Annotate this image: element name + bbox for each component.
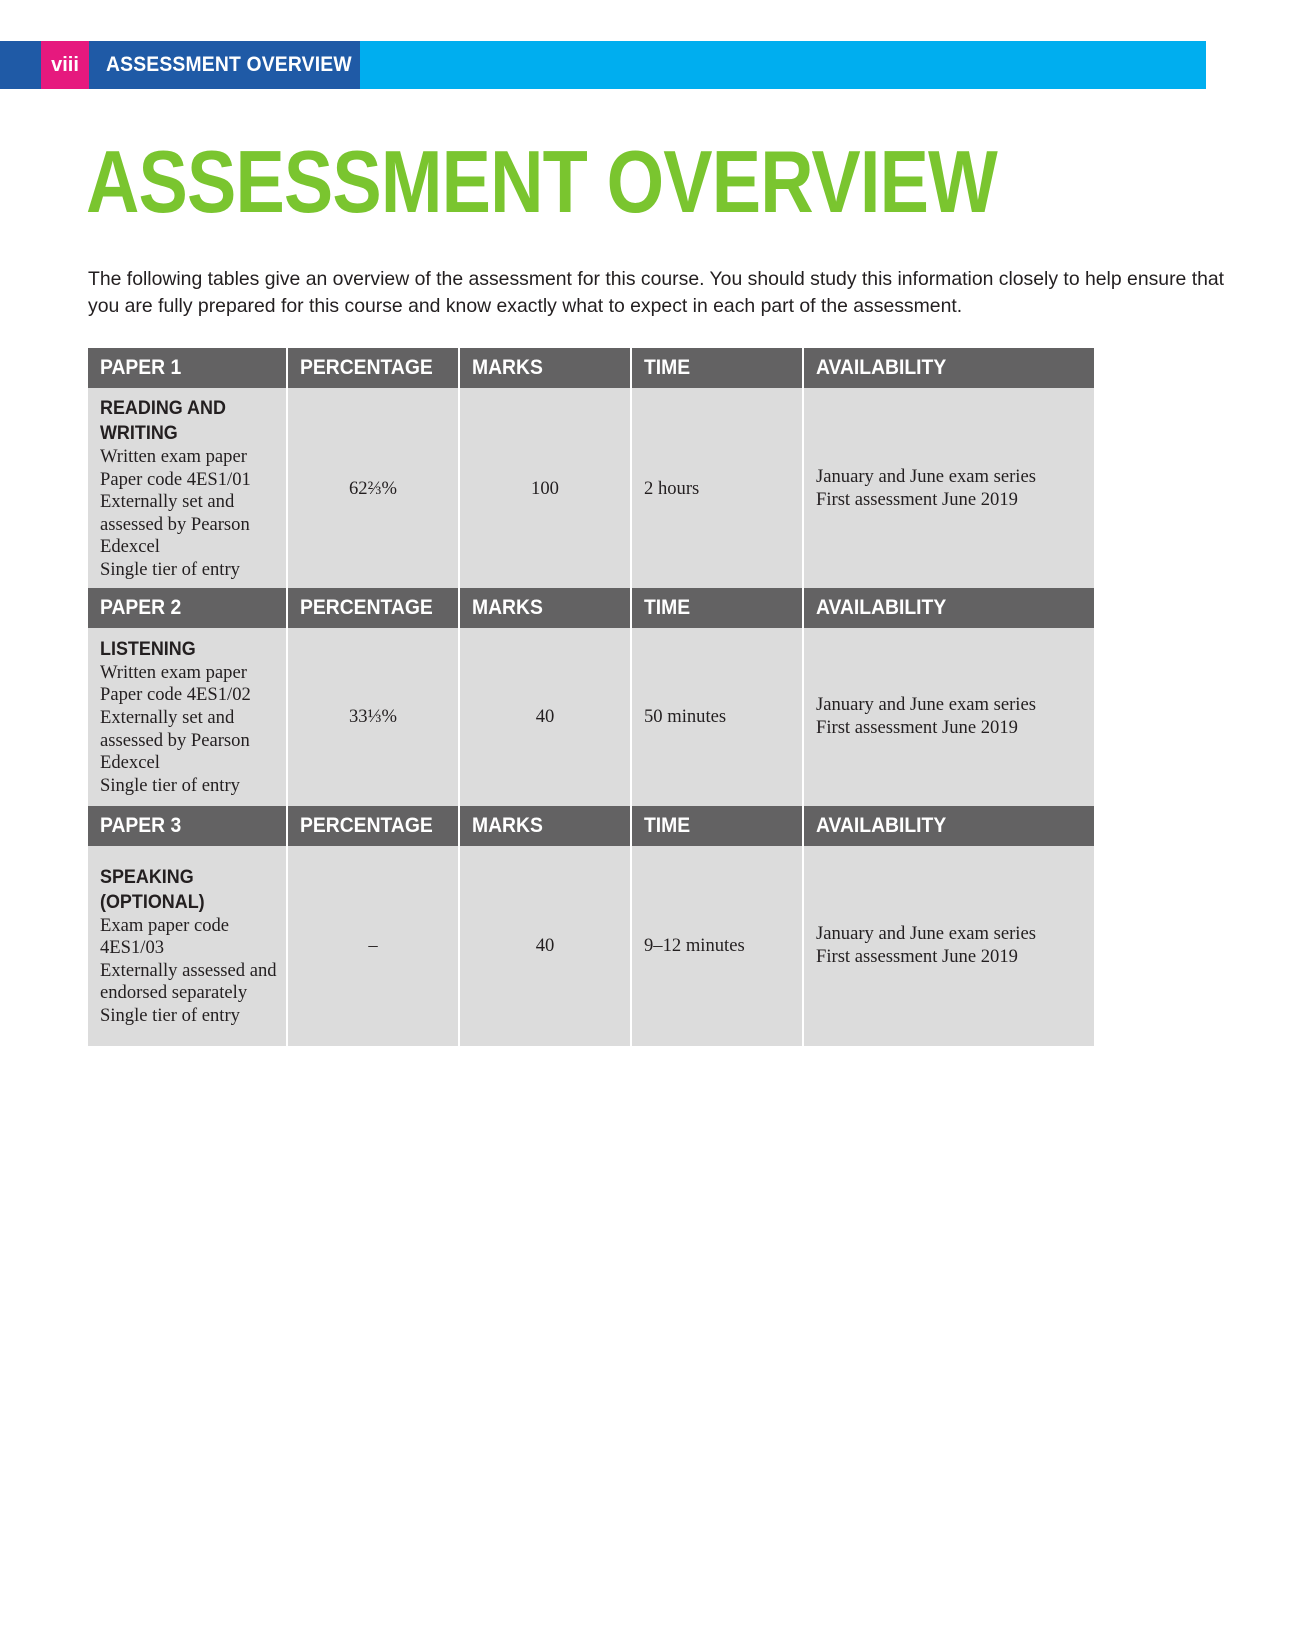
time-cell	[632, 846, 802, 1046]
component-detail: Paper code 4ES1/01	[100, 468, 251, 490]
availability-cell	[804, 846, 1094, 1046]
percentage-value: 33⅓%	[348, 706, 398, 727]
header-cell-paper: PAPER 1	[88, 348, 286, 388]
header-cell-percentage: PERCENTAGE	[288, 348, 458, 388]
component-cell	[88, 388, 286, 590]
header-cell-marks: MARKS	[460, 806, 630, 846]
component-detail: Single tier of entry	[100, 774, 240, 796]
component-name: LISTENING	[100, 637, 196, 660]
marks-value: 100	[531, 477, 559, 499]
table-row	[88, 628, 1094, 806]
component-detail: Paper code 4ES1/02	[100, 684, 251, 706]
page-number: viii	[41, 41, 89, 89]
percentage-cell	[288, 846, 458, 1046]
component-detail: Single tier of entry	[100, 558, 240, 580]
header-cell-availability: AVAILABILITY	[804, 348, 1094, 388]
component-detail: Exam paper code 4ES1/03	[100, 914, 230, 959]
component-detail: Externally set and assessed by Pearson Edexcel	[100, 706, 250, 774]
component-detail: Single tier of entry	[100, 1004, 240, 1026]
component-cell	[88, 628, 286, 806]
header-cell-marks: MARKS	[460, 588, 630, 628]
component-detail: Externally assessed and endorsed separately	[100, 959, 277, 1004]
percentage-cell	[288, 628, 458, 806]
availability-line: First assessment June 2019	[816, 946, 1018, 967]
component-detail: Externally set and assessed by Pearson Edexcel	[100, 491, 250, 558]
intro-paragraph: The following tables give an overview of the assessment for this course. You should study this information closely to help ensure that you are fully prepared for this course and know exactly what to expect in each part of the assessment.	[88, 268, 1225, 317]
running-head: ASSESSMENT OVERVIEW	[106, 53, 352, 76]
percentage-cell	[288, 388, 458, 590]
time-cell	[632, 388, 802, 590]
marks-cell	[460, 388, 630, 590]
header-cell-availability: AVAILABILITY	[804, 806, 1094, 846]
time-value: 9–12 minutes	[644, 935, 745, 956]
header-cell-paper: PAPER 2	[88, 588, 286, 628]
marks-value: 40	[535, 706, 555, 727]
availability-cell	[804, 388, 1094, 590]
header-bar	[0, 41, 1206, 89]
table-row	[88, 846, 1094, 1046]
availability-line: January and June exam series	[816, 466, 1036, 488]
header-cell-percentage: PERCENTAGE	[288, 588, 458, 628]
marks-cell	[460, 628, 630, 806]
marks-cell	[460, 846, 630, 1046]
percentage-value: –	[368, 935, 378, 956]
time-cell	[632, 628, 802, 806]
page-title: ASSESSMENT OVERVIEW	[86, 132, 997, 231]
component-name: READING AND WRITING	[100, 397, 226, 444]
component-cell	[88, 846, 286, 1046]
component-detail: Written exam paper	[100, 446, 247, 467]
table-row	[88, 388, 1094, 588]
header-cell-time: TIME	[632, 806, 802, 846]
availability-line: First assessment June 2019	[816, 488, 1018, 510]
assessment-table	[88, 348, 1094, 1046]
header-cell-paper: PAPER 3	[88, 806, 286, 846]
availability-cell	[804, 628, 1094, 806]
time-value: 50 minutes	[644, 706, 727, 727]
header-cell-marks: MARKS	[460, 348, 630, 388]
percentage-value: 62⅔%	[348, 477, 398, 499]
header-cell-availability: AVAILABILITY	[804, 588, 1094, 628]
table-header-row	[88, 588, 1094, 628]
table-header-row	[88, 806, 1094, 846]
marks-value: 40	[535, 935, 555, 956]
availability-line: January and June exam series	[816, 694, 1036, 716]
header-cell-time: TIME	[632, 588, 802, 628]
availability-line: First assessment June 2019	[816, 717, 1018, 738]
header-cell-percentage: PERCENTAGE	[288, 806, 458, 846]
header-cell-time: TIME	[632, 348, 802, 388]
component-detail: Written exam paper	[100, 661, 247, 683]
time-value: 2 hours	[644, 477, 700, 499]
table-header-row	[88, 348, 1094, 388]
component-name: SPEAKING (OPTIONAL)	[100, 865, 205, 913]
availability-line: January and June exam series	[816, 923, 1036, 945]
